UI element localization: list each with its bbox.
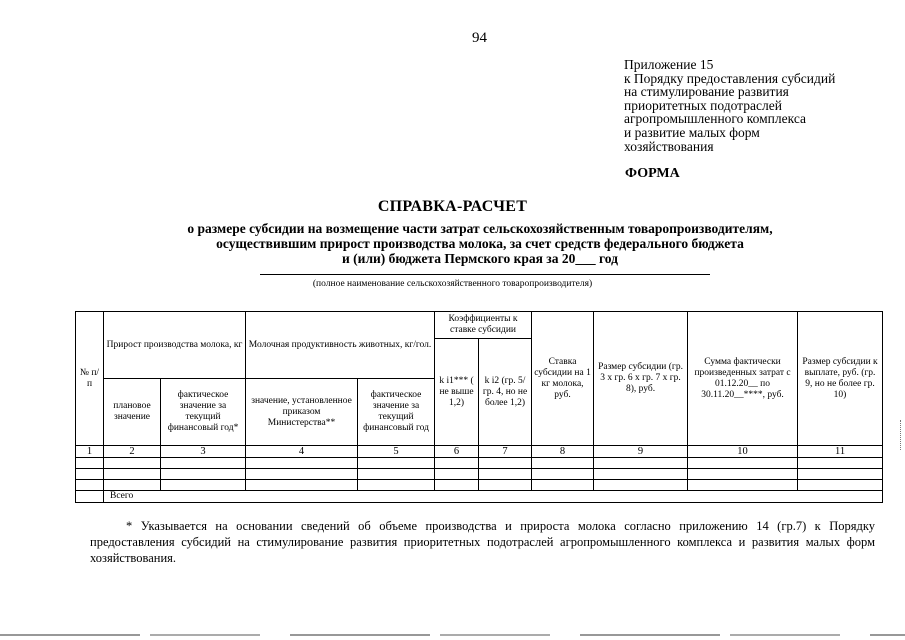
- header-milk-productivity: Молочная продуктивность животных, кг/гол.: [246, 312, 435, 379]
- column-number: 10: [688, 446, 798, 458]
- appendix-line: приоритетных подотраслей: [624, 97, 782, 113]
- column-number: 6: [435, 446, 479, 458]
- footnote: * Указывается на основании сведений об объеме производства и прироста молока согласно приложению 14 (гр.7) к Порядку предоставления субсидий на стимулирование развития приоритетных подотраслей агропромышленного комплекса и развития малых форм хозяйствования.: [90, 519, 875, 565]
- appendix-line: Приложение 15: [624, 57, 714, 72]
- header-coef-k1: k i1*** ( не выше 1,2): [435, 339, 479, 446]
- column-number: 9: [594, 446, 688, 458]
- forma-label: ФОРМА: [625, 166, 680, 181]
- appendix-line: и развитие малых форм: [624, 124, 760, 140]
- total-label: Всего: [104, 491, 883, 503]
- scan-artifact: [900, 420, 904, 450]
- table-row: [76, 458, 883, 469]
- document-title: СПРАВКА-РАСЧЕТ: [377, 198, 528, 215]
- header-actual-growth: фактическое значение за текущий финансовый год*: [161, 379, 246, 446]
- producer-name-caption: (полное наименование сельскохозяйственного товаропроизводителя): [312, 279, 593, 289]
- calculation-table: [75, 311, 883, 503]
- appendix-line: хозяйствования: [624, 138, 714, 154]
- column-number: 2: [104, 446, 161, 458]
- appendix-block: [624, 58, 894, 153]
- document-subtitle: [120, 221, 840, 266]
- appendix-line: агропромышленного комплекса: [624, 111, 806, 127]
- header-actual-productivity: фактическое значение за текущий финансовый год: [358, 379, 435, 446]
- page-number: 94: [472, 30, 487, 46]
- scan-artifact: [0, 634, 905, 636]
- header-subsidy-rate: Ставка субсидии на 1 кг молока, руб.: [532, 312, 594, 446]
- subtitle-line: о размере субсидии на возмещение части затрат сельскохозяйственным товаропроизводителям,: [187, 221, 773, 236]
- column-number: 1: [76, 446, 104, 458]
- header-subsidy-size: Размер субсидии (гр. 3 x гр. 6 x гр. 7 x гр. 8), руб.: [594, 312, 688, 446]
- header-planned-value: плановое значение: [104, 379, 161, 446]
- column-number-row: [76, 446, 883, 458]
- total-row: [76, 491, 883, 503]
- header-subsidy-payout: Размер субсидии к выплате, руб. (гр. 9, но не более гр. 10): [798, 312, 883, 446]
- subtitle-line: и (или) бюджета Пермского края за 20___ год: [342, 251, 618, 266]
- column-number: 11: [798, 446, 883, 458]
- column-number: 4: [246, 446, 358, 458]
- column-number: 7: [479, 446, 532, 458]
- table-row: [76, 480, 883, 491]
- table-row: [76, 469, 883, 480]
- producer-name-line: [260, 274, 710, 275]
- header-milk-growth: Прирост производства молока, кг: [104, 312, 246, 379]
- header-coefficients: Коэффициенты к ставке субсидии: [435, 312, 532, 339]
- column-number: 3: [161, 446, 246, 458]
- column-number: 8: [532, 446, 594, 458]
- header-ministry-value: значение, установленное приказом Министерства**: [246, 379, 358, 446]
- column-number: 5: [358, 446, 435, 458]
- header-actual-costs: Сумма фактически произведенных затрат с 01.12.20__ по 30.11.20__****, руб.: [688, 312, 798, 446]
- header-coef-k2: k i2 (гр. 5/ гр. 4, но не более 1,2): [479, 339, 532, 446]
- appendix-line: к Порядку предоставления субсидий: [624, 70, 836, 86]
- header-row-number: № п/п: [76, 312, 104, 446]
- subtitle-line: осуществившим прирост производства молока, за счет средств федерального бюджета: [216, 236, 744, 251]
- appendix-line: на стимулирование развития: [624, 84, 789, 100]
